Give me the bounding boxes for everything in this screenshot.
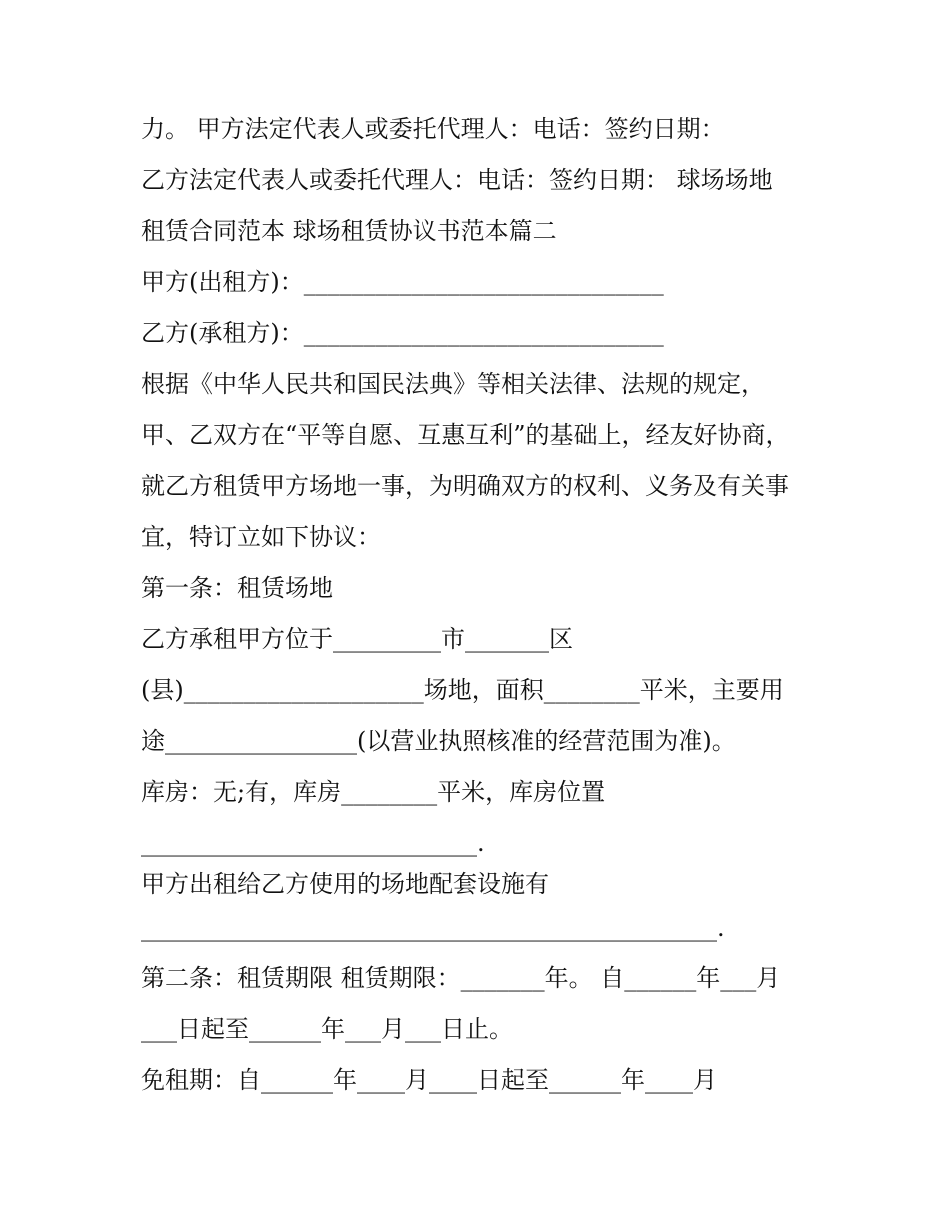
text-line: ________________________________________________. (141, 914, 725, 942)
text-line: 租赁合同范本 球场租赁协议书范本篇二 (141, 217, 557, 245)
text-line: 免租期：自______年____月____日起至______年____月 (141, 1066, 717, 1094)
text-line: 甲、乙双方在“平等自愿、互惠互利”的基础上，经友好协商， (141, 421, 790, 449)
text-line: ___日起至______年___月___日止。 (141, 1015, 513, 1043)
text-line: 甲方出租给乙方使用的场地配套设施有 (141, 870, 549, 898)
text-line: 就乙方租赁甲方场地一事，为明确双方的权利、义务及有关事 (141, 472, 789, 500)
text-line: 力。 甲方法定代表人或委托代理人：电话：签约日期： (141, 115, 725, 143)
text-line: 宜，特订立如下协议： (141, 523, 381, 551)
text-line: 乙方承租甲方位于_________市_______区 (141, 625, 573, 653)
lessor-field-line: 甲方(出租方)：______________________________ (141, 268, 664, 296)
article-heading: 第二条：租赁期限 租赁期限：_______年。 自______年___月 (141, 964, 781, 992)
text-line: 途________________(以营业执照核准的经营范围为准)。 (141, 727, 736, 755)
article-heading: 第一条：租赁场地 (141, 574, 333, 602)
text-line: 根据《中华人民共和国民法典》等相关法律、法规的规定， (141, 370, 765, 398)
text-line: (县)____________________场地，面积________平米，主要用 (141, 676, 784, 704)
lessee-field-line: 乙方(承租方)：______________________________ (141, 319, 664, 347)
text-line: ____________________________. (141, 829, 485, 857)
text-line: 库房：无;有，库房________平米，库房位置 (141, 778, 606, 806)
text-line: 乙方法定代表人或委托代理人：电话：签约日期： 球场场地 (141, 166, 773, 194)
